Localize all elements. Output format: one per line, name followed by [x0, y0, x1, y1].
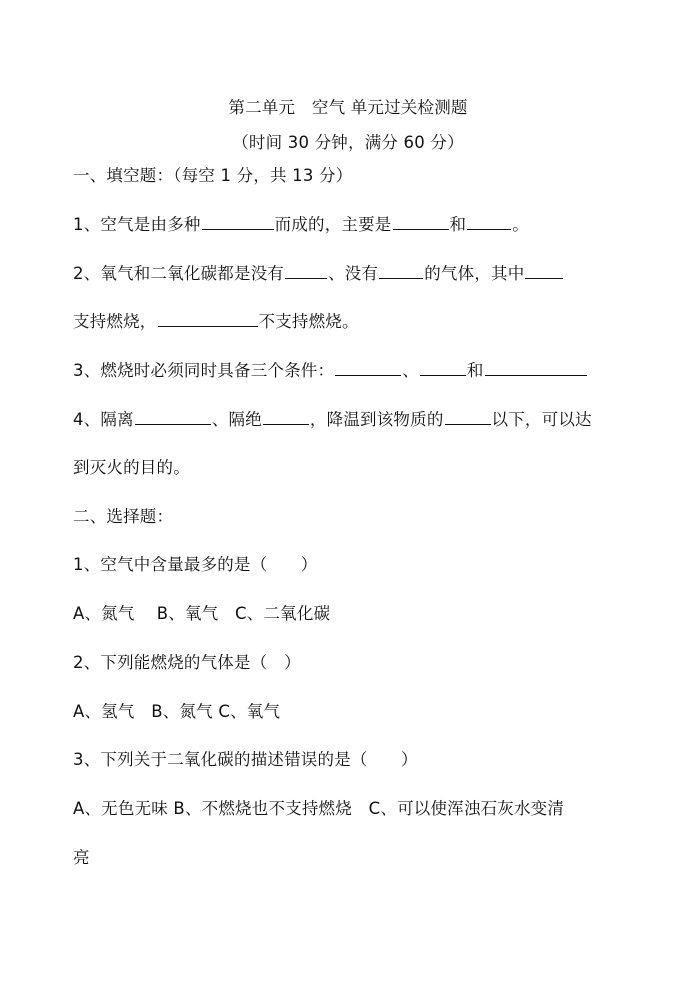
- q4-text-a: 4、隔离: [73, 410, 134, 429]
- q1-text-d: 。: [512, 215, 529, 234]
- q2-text-e: 不支持燃烧。: [258, 312, 359, 331]
- q2-blank-3[interactable]: [525, 262, 563, 279]
- q3-blank-3[interactable]: [485, 359, 587, 376]
- q1-text-b: 而成的，主要是: [274, 215, 392, 234]
- choice-question-3-options-cont: 亮: [73, 848, 90, 867]
- choice-question-2-options: A、氢气 B、氮气 C、氧气: [73, 702, 281, 721]
- q4-text-b: 、隔绝: [211, 410, 262, 429]
- section1-heading: 一、填空题：（每空 1 分，共 13 分）: [73, 166, 353, 185]
- q1-text-c: 和: [449, 215, 467, 234]
- q2-blank-4[interactable]: [158, 310, 258, 327]
- q2-blank-1[interactable]: [285, 262, 327, 279]
- q2-blank-2[interactable]: [379, 262, 423, 279]
- q2-text-b: 、没有: [328, 264, 379, 283]
- q4-text-d: 以下，可以达: [491, 410, 592, 429]
- choice-question-1: 1、空气中含量最多的是（ ）: [73, 555, 318, 574]
- fill-question-2-cont: [73, 310, 359, 333]
- q2-text-d: 支持燃烧，: [73, 312, 157, 331]
- worksheet-title: 第二单元 空气 单元过关检测题: [228, 98, 468, 117]
- q2-text-c: 的气体，其中: [424, 264, 525, 283]
- q3-text-a: 3、燃烧时必须同时具备三个条件：: [73, 361, 335, 380]
- worksheet-subtitle: （时间 30 分钟，满分 60 分）: [232, 133, 464, 152]
- q2-text-a: 2、氧气和二氧化碳都是没有: [73, 264, 285, 283]
- q3-blank-2[interactable]: [420, 359, 466, 376]
- q3-text-b: 、: [402, 361, 419, 380]
- q4-blank-1[interactable]: [135, 408, 211, 425]
- fill-question-1: [73, 213, 529, 236]
- q4-text-c: ，降温到该物质的: [309, 410, 444, 429]
- section2-heading: 二、选择题：: [73, 507, 174, 526]
- choice-question-3-options: A、无色无味 B、不燃烧也不支持燃烧 C、可以使浑浊石灰水变清: [73, 799, 565, 818]
- q4-blank-2[interactable]: [263, 408, 309, 425]
- q4-blank-3[interactable]: [445, 408, 491, 425]
- choice-question-1-options: A、氮气 B、氧气 C、二氧化碳: [73, 604, 331, 623]
- fill-question-2: [73, 262, 564, 285]
- q1-text-a: 1、空气是由多种: [73, 215, 201, 234]
- q3-text-c: 和: [466, 361, 484, 380]
- q1-blank-1[interactable]: [202, 213, 274, 230]
- q1-blank-3[interactable]: [467, 213, 511, 230]
- fill-question-4: [73, 408, 592, 431]
- q3-blank-1[interactable]: [335, 359, 401, 376]
- choice-question-3: 3、下列关于二氧化碳的描述错误的是（ ）: [73, 750, 418, 769]
- choice-question-2: 2、下列能燃烧的气体是（ ）: [73, 653, 301, 672]
- fill-question-4-cont: 到灭火的目的。: [73, 458, 190, 477]
- q1-blank-2[interactable]: [393, 213, 449, 230]
- fill-question-3: [73, 359, 588, 382]
